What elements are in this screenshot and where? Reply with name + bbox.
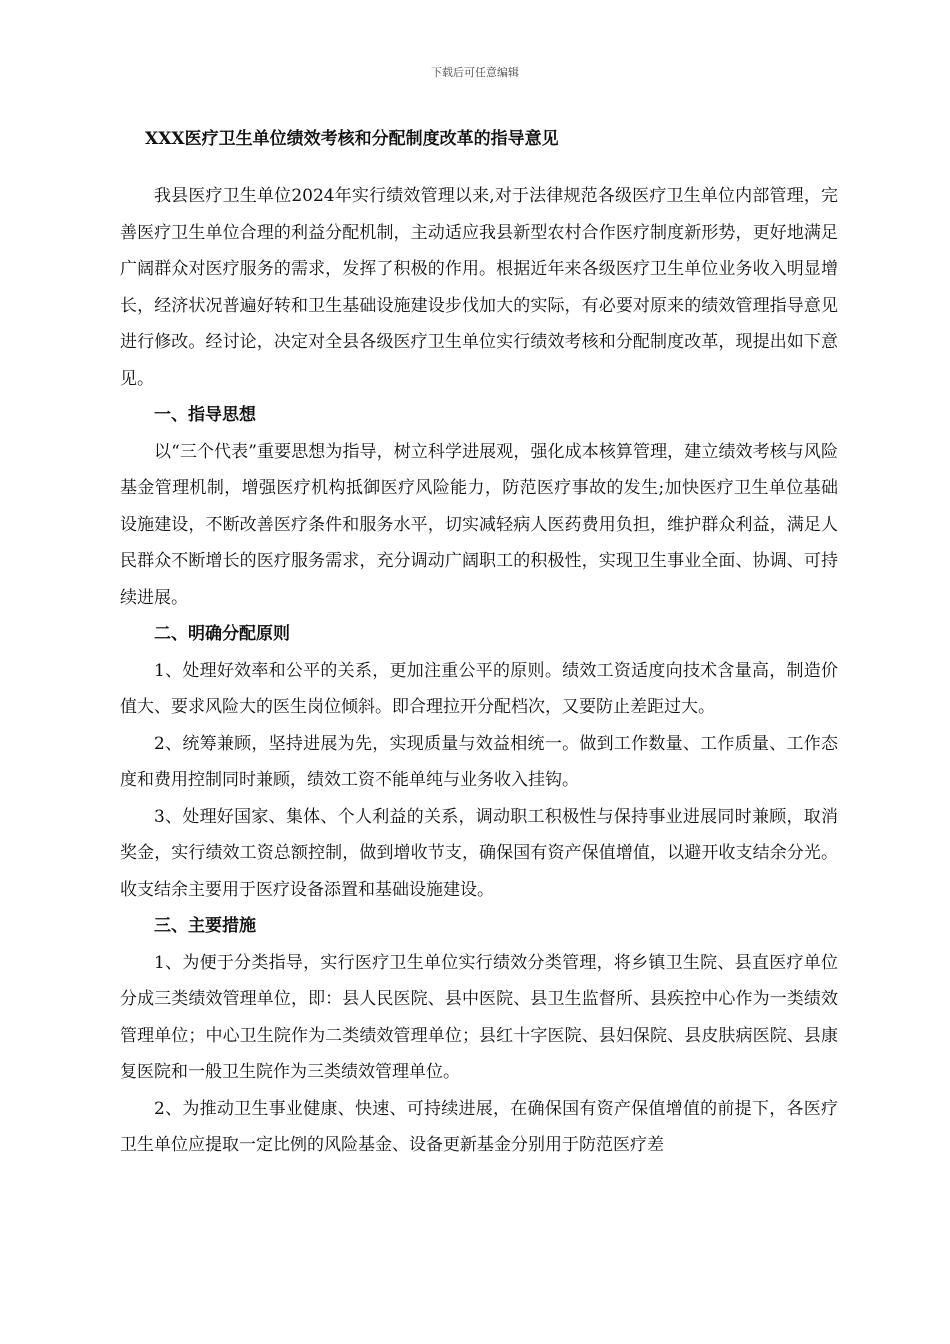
section-heading-distribution-principles: 二、明确分配原则 [154,624,290,644]
principle-paragraph-3: 3、处理好国家、集体、个人利益的关系，调动职工积极性与保持事业进展同时兼顾，取消奖金，实行绩效工资总额控制，做到增收节支，确保国有资产保值增值，以避开收支结余分光。收支结余主要用于医疗设备添置和基础设施建设。 [120,806,838,900]
principle-paragraph-1: 1、处理好效率和公平的关系，更加注重公平的原则。绩效工资适度向技术含量高，制造价值大、要求风险大的医生岗位倾斜。即合理拉开分配档次，又要防止差距过大。 [120,660,838,717]
principle-paragraph-2: 2、统筹兼顾，坚持进展为先，实现质量与效益相统一。做到工作数量、工作质量、工作态度和费用控制同时兼顾，绩效工资不能单纯与业务收入挂钩。 [120,733,838,790]
section-heading-main-measures: 三、主要措施 [154,916,256,936]
document-title: XXX医疗卫生单位绩效考核和分配制度改革的指导意见 [145,129,559,149]
measure-paragraph-2: 2、为推动卫生事业健康、快速、可持续进展，在确保国有资产保值增值的前提下，各医疗卫生单位应提取一定比例的风险基金、设备更新基金分别用于防范医疗差 [120,1098,838,1155]
section-heading-guiding-ideology: 一、指导思想 [154,405,256,425]
document-body [120,178,838,1164]
measure-paragraph-1: 1、为便于分类指导，实行医疗卫生单位实行绩效分类管理，将乡镇卫生院、县直医疗单位分成三类绩效管理单位，即：县人民医院、县中医院、县卫生监督所、县疾控中心作为一类绩效管理单位；中心卫生院作为二类绩效管理单位；县红十字医院、县妇保院、县皮肤病医院、县康复医院和一般卫生院作为三类绩效管理单位。 [120,952,838,1082]
guiding-ideology-paragraph: 以“三个代表”重要思想为指导，树立科学进展观，强化成本核算管理，建立绩效考核与风险基金管理机制，增强医疗机构抵御医疗风险能力，防范医疗事故的发生;加快医疗卫生单位基础设施建设，不断改善医疗条件和服务水平，切实减轻病人医药费用负担，维护群众利益，满足人民群众不断增长的医疗服务需求，充分调动广阔职工的积极性，实现卫生事业全面、协调、可持续进展。 [120,441,838,608]
page-header-note: 下载后可任意编辑 [431,66,519,79]
intro-paragraph: 我县医疗卫生单位2024年实行绩效管理以来,对于法律规范各级医疗卫生单位内部管理，完善医疗卫生单位合理的利益分配机制，主动适应我县新型农村合作医疗制度新形势，更好地满足广阔群众对医疗服务的需求，发挥了积极的作用。根据近年来各级医疗卫生单位业务收入明显增长，经济状况普遍好转和卫生基础设施建设步伐加大的实际，有必要对原来的绩效管理指导意见进行修改。经讨论，决定对全县各级医疗卫生单位实行绩效考核和分配制度改革，现提出如下意见。 [120,186,838,389]
